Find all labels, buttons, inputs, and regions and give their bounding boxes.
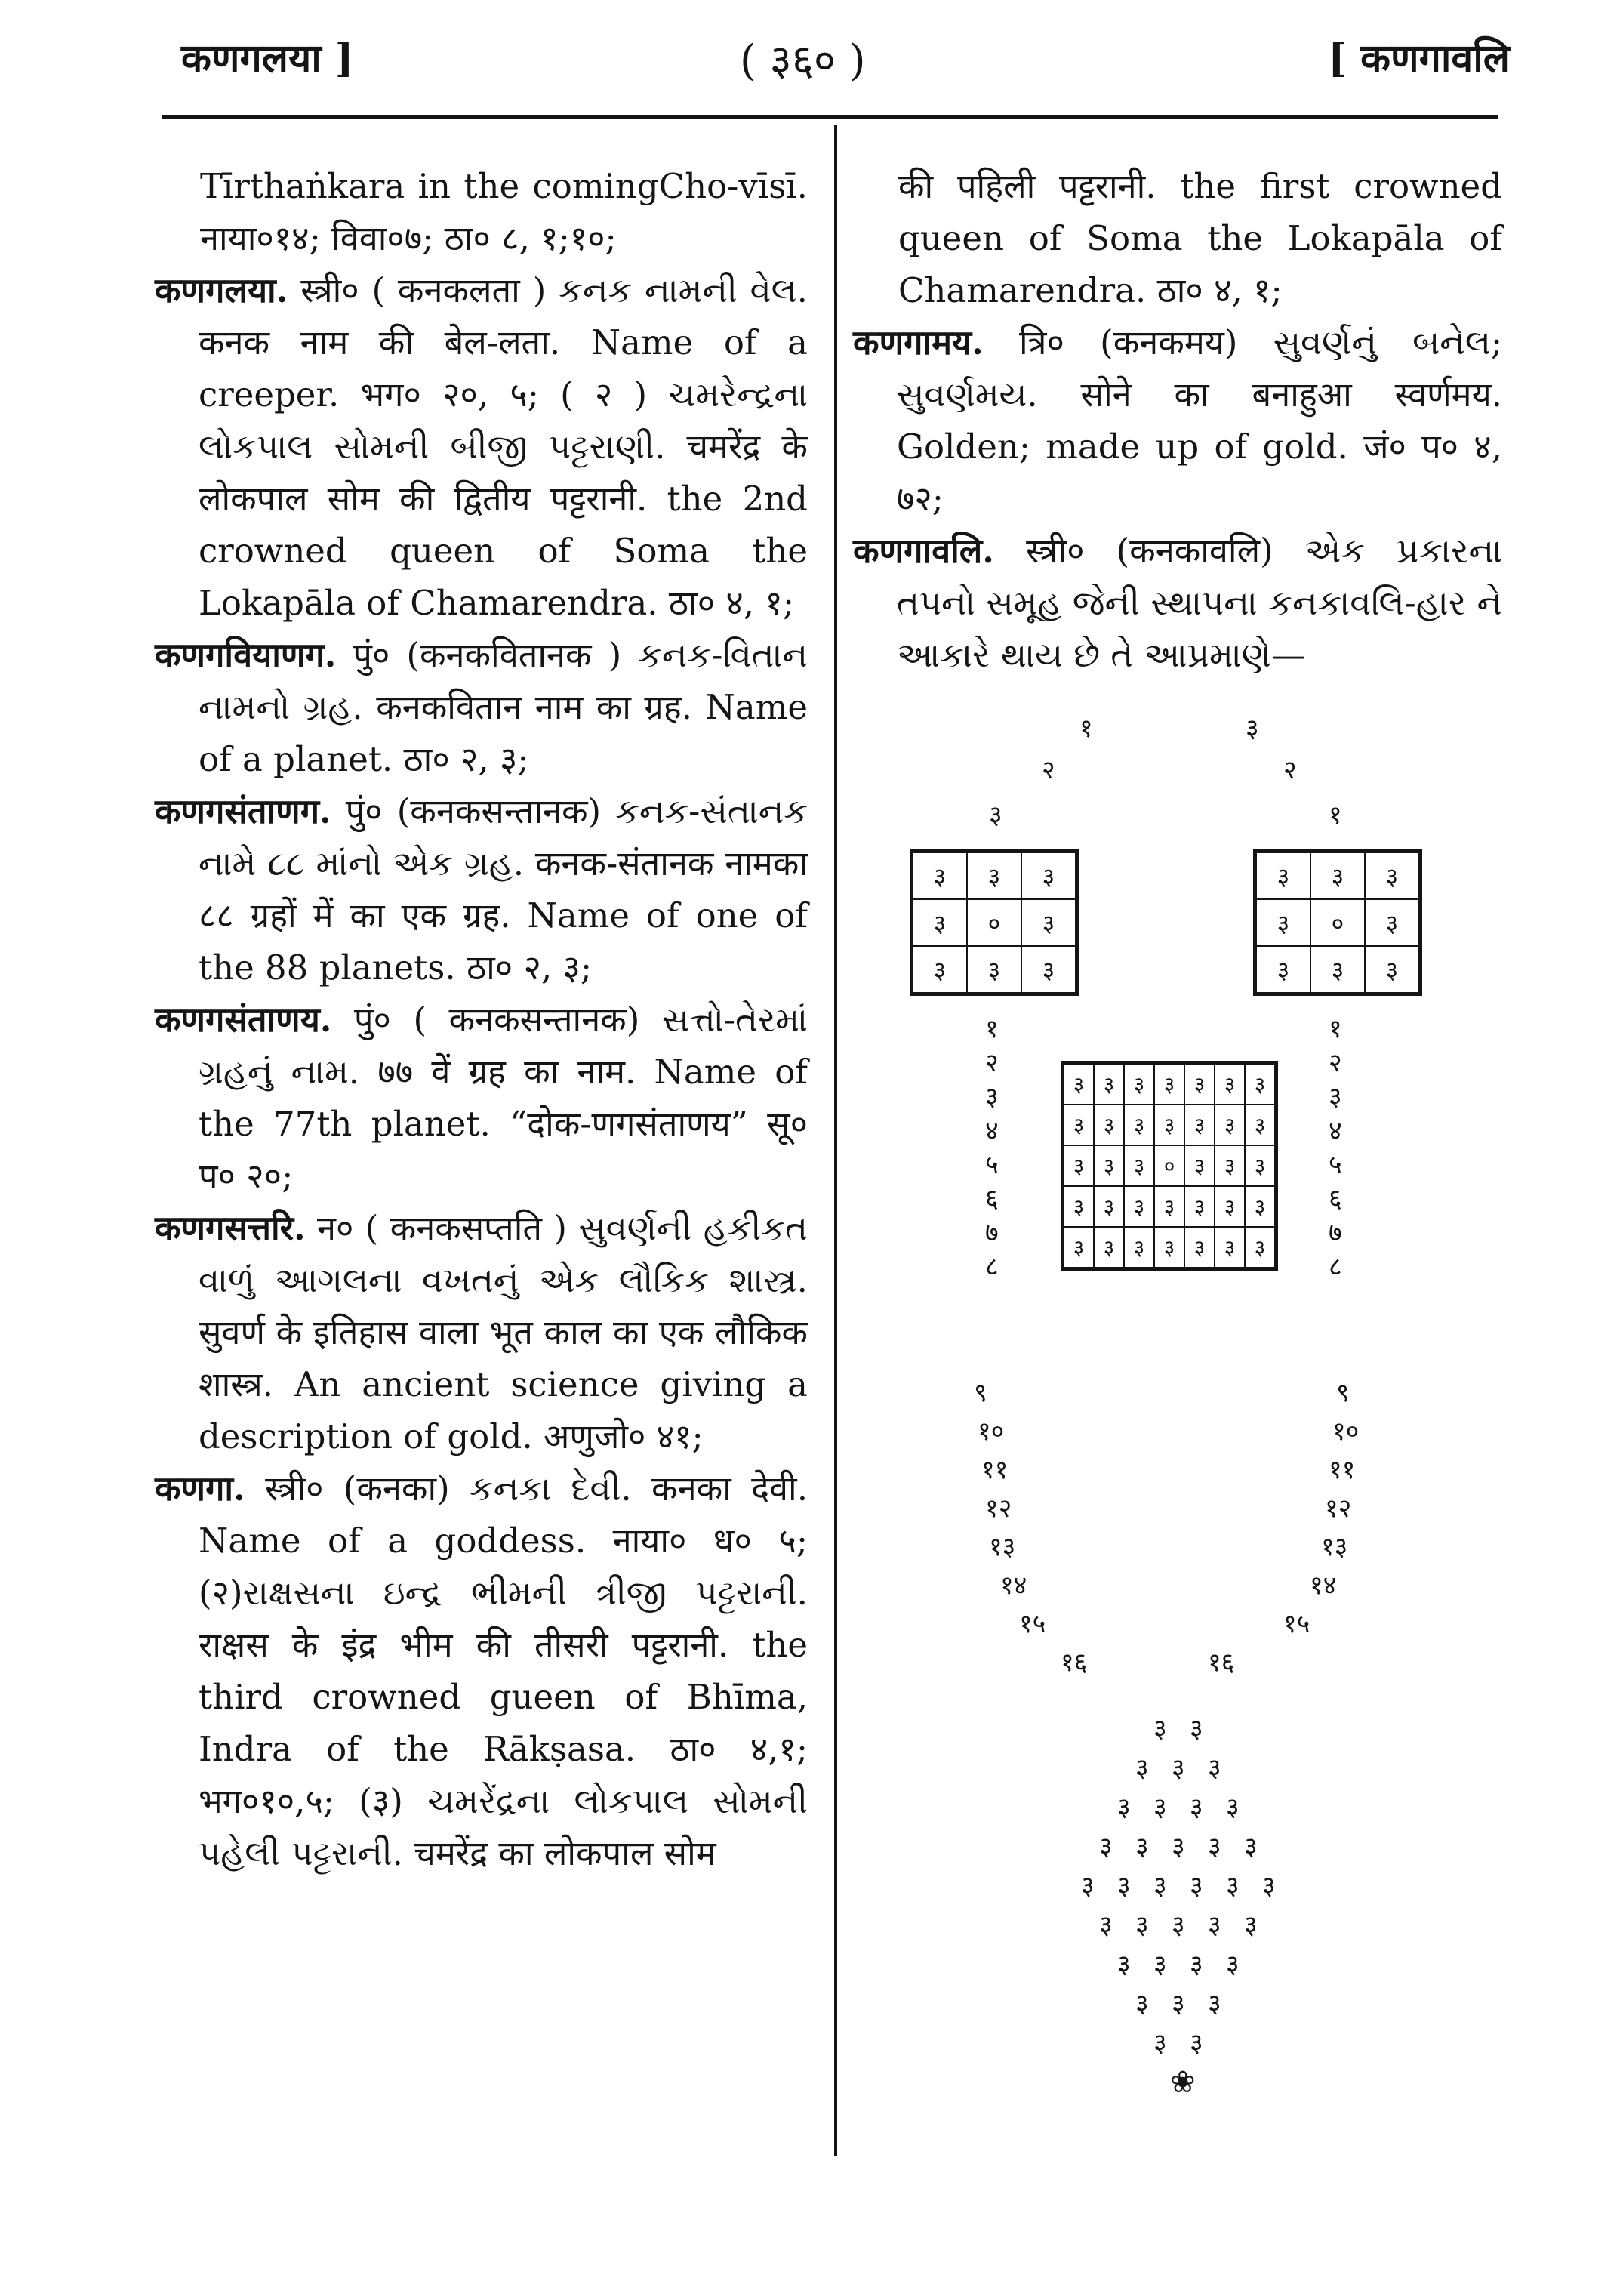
grid-cell: ३ bbox=[1063, 1063, 1095, 1105]
diagram-number: ३ bbox=[1099, 1910, 1113, 1940]
grid-cell: ३ bbox=[1255, 852, 1311, 900]
grid-cell: ३ bbox=[1124, 1105, 1154, 1145]
grid-cell: ३ bbox=[1063, 1227, 1095, 1269]
diagram-number: १५ bbox=[1019, 1609, 1046, 1639]
diagram-number: ११ bbox=[981, 1455, 1009, 1485]
entry-headword: कणगसत्तरि. bbox=[155, 1208, 306, 1248]
dictionary-entry bbox=[155, 785, 808, 994]
bottom-ornament: ❀ bbox=[1170, 2065, 1196, 2100]
dictionary-entry bbox=[853, 160, 1502, 316]
kanakavali-diagram bbox=[853, 695, 1502, 2174]
diagram-number: ९ bbox=[1336, 1378, 1350, 1408]
dictionary-entry bbox=[155, 1202, 808, 1462]
diagram-number: १२ bbox=[985, 1493, 1012, 1524]
left-column bbox=[155, 160, 808, 1879]
diagram-number: ३ bbox=[1153, 1792, 1167, 1823]
diagram-number: १३ bbox=[1321, 1532, 1348, 1562]
entry-headword: कणगलया. bbox=[155, 270, 288, 310]
diagram-number: ६ bbox=[985, 1184, 999, 1214]
diagram-number: ३ bbox=[1190, 1949, 1203, 1980]
diagram-number: २ bbox=[1283, 755, 1297, 785]
diagram-number: २ bbox=[1042, 755, 1055, 785]
diagram-number: ३ bbox=[1135, 1753, 1149, 1783]
column-divider bbox=[834, 125, 837, 2156]
grid-cell: ३ bbox=[1215, 1227, 1245, 1269]
grid-cell: ३ bbox=[1154, 1227, 1184, 1269]
diagram-number: ३ bbox=[1172, 1989, 1185, 2019]
dictionary-entry bbox=[155, 1462, 808, 1879]
page-number: ( ३६० ) bbox=[740, 36, 866, 85]
dictionary-entry bbox=[853, 525, 1502, 681]
grid-cell: ३ bbox=[1245, 1145, 1277, 1186]
grid-cell: ३ bbox=[1365, 899, 1421, 946]
diagram-number: ३ bbox=[1190, 1714, 1203, 1744]
entry-headword: कणगवियाणग. bbox=[155, 635, 337, 675]
diagram-number: ३ bbox=[1172, 1832, 1185, 1862]
diagram-number: ३ bbox=[1226, 1871, 1240, 1901]
grid-cell: ३ bbox=[1365, 946, 1421, 994]
diagram-number: ५ bbox=[1329, 1150, 1342, 1180]
diagram-number: ३ bbox=[1208, 1753, 1221, 1783]
diagram-number: ४ bbox=[1329, 1116, 1342, 1146]
grid-cell: ३ bbox=[1215, 1063, 1245, 1105]
grid-cell: ३ bbox=[967, 946, 1021, 994]
entry-text: पुं० ( कनकसन्तानक) સત્તો-તેરમાં ગ્રહનું નામ. ७७ वें ग्रह का नाम. Name of the 77th planet. “दोक-णगसंताणय” सू० प० २०; bbox=[199, 1000, 808, 1196]
diagram-number: १० bbox=[1332, 1416, 1360, 1447]
dictionary-entry bbox=[155, 629, 808, 785]
diagram-number: ३ bbox=[1208, 1910, 1221, 1940]
grid-cell: ३ bbox=[1021, 946, 1077, 994]
diagram-number: ३ bbox=[1208, 1989, 1221, 2019]
right-column bbox=[853, 160, 1502, 681]
diagram-number: ३ bbox=[1190, 1871, 1203, 1901]
dictionary-entry bbox=[155, 160, 808, 264]
grid-cell: ३ bbox=[1063, 1186, 1095, 1227]
diagram-number: ३ bbox=[1329, 1082, 1342, 1112]
grid-cell: ३ bbox=[1021, 852, 1077, 900]
grid-cell: ३ bbox=[1215, 1105, 1245, 1145]
entry-text: स्त्री० (कनकावलि) એક પ્રકારના તપનો સમૂહ જેની સ્થાપના કનકાવલિ-હાર ને આકારે થાય છે તે આપ્રમાણે— bbox=[897, 531, 1502, 675]
diagram-number: ३ bbox=[1081, 1871, 1095, 1901]
entry-text: स्त्री० ( कनकलता ) કનક નામની વેલ. कनक नाम की बेल-लता. Name of a creeper. भग० २०, ५; ( २ ) ચમરેન્દ્રના લોકપાલ સોમની બીજી પટ્ટરાણી. चमरेंद्र के लोकपाल सोम की द्वितीय पट्टरानी. the 2nd crowned queen of Soma the Lokapāla of Chamarendra. ठा० ४, १; bbox=[199, 270, 808, 623]
diagram-number: १ bbox=[1079, 713, 1093, 744]
grid-cell: ३ bbox=[1365, 852, 1421, 900]
grid-cell: ३ bbox=[1154, 1063, 1184, 1105]
diagram-number: ३ bbox=[1190, 2028, 1203, 2058]
diagram-number: १ bbox=[985, 1014, 999, 1044]
diagram-number: १५ bbox=[1283, 1609, 1310, 1639]
diagram-number: ४ bbox=[985, 1116, 999, 1146]
running-head-right: [ कणगावलि bbox=[1328, 35, 1510, 82]
diagram-number: ७ bbox=[1329, 1218, 1342, 1248]
diagram-number: ६ bbox=[1329, 1184, 1342, 1214]
dictionary-entry bbox=[853, 316, 1502, 525]
grid-cell: ३ bbox=[1255, 899, 1311, 946]
entry-headword: कणगसंताणग. bbox=[155, 791, 331, 831]
grid-cell: ३ bbox=[912, 852, 968, 900]
diagram-number: ५ bbox=[985, 1150, 999, 1180]
diagram-number: १६ bbox=[1208, 1647, 1235, 1678]
grid-cell: ३ bbox=[1245, 1186, 1277, 1227]
diagram-number: ३ bbox=[1153, 2028, 1167, 2058]
diagram-number: ३ bbox=[989, 800, 1002, 831]
diagram-number: ३ bbox=[1244, 1832, 1258, 1862]
grid-cell: ३ bbox=[1094, 1063, 1124, 1105]
entry-text: न० ( कनकसप्तति ) સુવર્ણની હકીકત વાળું આગલના વખતનું એક લૌકિક શાસ્ત્ર. सुवर्ण के इतिहास वाला भूत काल का एक लौकिक शास्त्र. An ancient science giving a description of gold. अणुजो० ४१; bbox=[199, 1208, 808, 1456]
entry-text: स्त्री० (कनका) કનકા દેવી. कनका देवी. Name of a goddess. नाया० ध० ५; (२)રાક્ષસના ઇન્દ્ર ભીમની ત્રીજી પટ્ટરાની. राक्षस के इंद्र भीम की तीसरी पट्टरानी. the third crowned gueen of Bhīma, Indra of the Rākṣasa. ठा० ४,१; भग०१०,५; (३) ચમરેંદ્રના લોકપાલ સોમની પહેલી પટ્ટરાની. चमरेंद्र का लोकपाल सोम bbox=[199, 1469, 808, 1873]
grid-cell: ३ bbox=[1184, 1105, 1215, 1145]
grid-cell: ३ bbox=[1245, 1063, 1277, 1105]
diagram-number: १ bbox=[1329, 1014, 1342, 1044]
diagram-number: १ bbox=[1329, 800, 1342, 831]
diagram-number: ७ bbox=[985, 1218, 999, 1248]
diagram-number: १३ bbox=[989, 1532, 1016, 1562]
grid-cell: ३ bbox=[1154, 1186, 1184, 1227]
diagram-number: १६ bbox=[1061, 1647, 1088, 1678]
grid-cell: ३ bbox=[912, 946, 968, 994]
diagram-number: १२ bbox=[1325, 1493, 1352, 1524]
entry-text: पुं० (कनकवितानक ) કનક-વિતાન નામનો ગ્રહ. कनकवितान नाम का ग्रह. Name of a planet. ठा० २, ३; bbox=[199, 635, 808, 779]
diagram-number: ३ bbox=[1244, 1910, 1258, 1940]
diagram-number: ३ bbox=[1117, 1949, 1131, 1980]
grid-cell: ३ bbox=[1094, 1145, 1124, 1186]
diagram-number: ३ bbox=[1226, 1949, 1240, 1980]
grid-cell: ० bbox=[1310, 899, 1365, 946]
grid-cell: ३ bbox=[1184, 1145, 1215, 1186]
diagram-number: ८ bbox=[985, 1252, 999, 1282]
entry-headword: कणगा. bbox=[155, 1469, 245, 1509]
grid-cell: ३ bbox=[1124, 1227, 1154, 1269]
header-rule bbox=[162, 115, 1498, 119]
grid-cell: ३ bbox=[1255, 946, 1311, 994]
grid-cell: ३ bbox=[1124, 1145, 1154, 1186]
diagram-number: ९ bbox=[974, 1378, 987, 1408]
grid-cell: ० bbox=[1154, 1145, 1184, 1186]
diagram-number: ३ bbox=[985, 1082, 999, 1112]
grid-cell: ० bbox=[967, 899, 1021, 946]
diagram-number: १४ bbox=[1000, 1570, 1027, 1601]
diagram-number: ३ bbox=[1135, 1910, 1149, 1940]
right-square-grid bbox=[1253, 849, 1422, 996]
grid-cell: ३ bbox=[1184, 1227, 1215, 1269]
diagram-number: ११ bbox=[1329, 1455, 1356, 1485]
grid-cell: ३ bbox=[1021, 899, 1077, 946]
diagram-number: १० bbox=[978, 1416, 1005, 1447]
grid-cell: ३ bbox=[1245, 1105, 1277, 1145]
diagram-number: ३ bbox=[1190, 1792, 1203, 1823]
grid-cell: ३ bbox=[1094, 1105, 1124, 1145]
entry-text: पुं० (कनकसन्तानक) કનક-સંતાનક નામે ૮૮ માંનો એક ગ્રહ. कनक-संतानक नामका ८८ ग्रहों में का एक ग्रह. Name of one of the 88 planets. ठा० २, ३; bbox=[199, 791, 808, 988]
grid-cell: ३ bbox=[1094, 1186, 1124, 1227]
diagram-number: ३ bbox=[1117, 1871, 1131, 1901]
diagram-number: ३ bbox=[1208, 1832, 1221, 1862]
diagram-number: ३ bbox=[1117, 1792, 1131, 1823]
grid-cell: ३ bbox=[912, 899, 968, 946]
diagram-number: ३ bbox=[1172, 1910, 1185, 1940]
diagram-number: ३ bbox=[1153, 1871, 1167, 1901]
running-head-left: कणगलया ] bbox=[181, 35, 354, 82]
dictionary-entry bbox=[155, 994, 808, 1202]
grid-cell: ३ bbox=[1245, 1227, 1277, 1269]
diagram-number: ३ bbox=[1246, 713, 1259, 744]
grid-cell: ३ bbox=[1063, 1105, 1095, 1145]
grid-cell: ३ bbox=[1310, 852, 1365, 900]
grid-cell: ३ bbox=[1310, 946, 1365, 994]
entry-headword: कणगावलि. bbox=[853, 531, 994, 571]
diagram-number: ३ bbox=[1153, 1949, 1167, 1980]
entry-text: की पहिली पट्टरानी. the first crowned queen of Soma the Lokapāla of Chamarendra. ठा० ४, १; bbox=[898, 166, 1502, 310]
grid-cell: ३ bbox=[1184, 1063, 1215, 1105]
grid-cell: ३ bbox=[1154, 1105, 1184, 1145]
grid-cell: ३ bbox=[1215, 1145, 1245, 1186]
diagram-number: ३ bbox=[1153, 1714, 1167, 1744]
entry-text: त्रि० (कनकमय) સુવર્ણનું બનેલ; સુવર્ણમય. सोने का बनाहुआ स्वर्णमय. Golden; made up of gold. जं० प० ४, ७२; bbox=[897, 322, 1502, 519]
grid-cell: ३ bbox=[967, 852, 1021, 900]
diagram-number: १४ bbox=[1310, 1570, 1337, 1601]
entry-headword: कणगसंताणय. bbox=[155, 1000, 332, 1040]
entry-text: Tīrthaṅkara in the comingCho-vīsī. नाया०१४; विवा०७; ठा० ८, १;१०; bbox=[200, 166, 808, 258]
grid-cell: ३ bbox=[1094, 1227, 1124, 1269]
diagram-number: ३ bbox=[1135, 1832, 1149, 1862]
grid-cell: ३ bbox=[1184, 1186, 1215, 1227]
grid-cell: ३ bbox=[1063, 1145, 1095, 1186]
grid-cell: ३ bbox=[1215, 1186, 1245, 1227]
left-square-grid bbox=[910, 849, 1079, 996]
dictionary-entry bbox=[155, 264, 808, 629]
diagram-number: ८ bbox=[1329, 1252, 1342, 1282]
center-grid bbox=[1061, 1061, 1278, 1271]
diagram-number: ३ bbox=[1262, 1871, 1276, 1901]
diagram-number: ३ bbox=[1099, 1832, 1113, 1862]
entry-headword: कणगामय. bbox=[853, 322, 984, 362]
diagram-number: ३ bbox=[1226, 1792, 1240, 1823]
grid-cell: ३ bbox=[1124, 1063, 1154, 1105]
diagram-number: ३ bbox=[1172, 1753, 1185, 1783]
grid-cell: ३ bbox=[1124, 1186, 1154, 1227]
diagram-number: २ bbox=[985, 1048, 999, 1078]
diagram-number: २ bbox=[1329, 1048, 1342, 1078]
diagram-number: ३ bbox=[1135, 1989, 1149, 2019]
